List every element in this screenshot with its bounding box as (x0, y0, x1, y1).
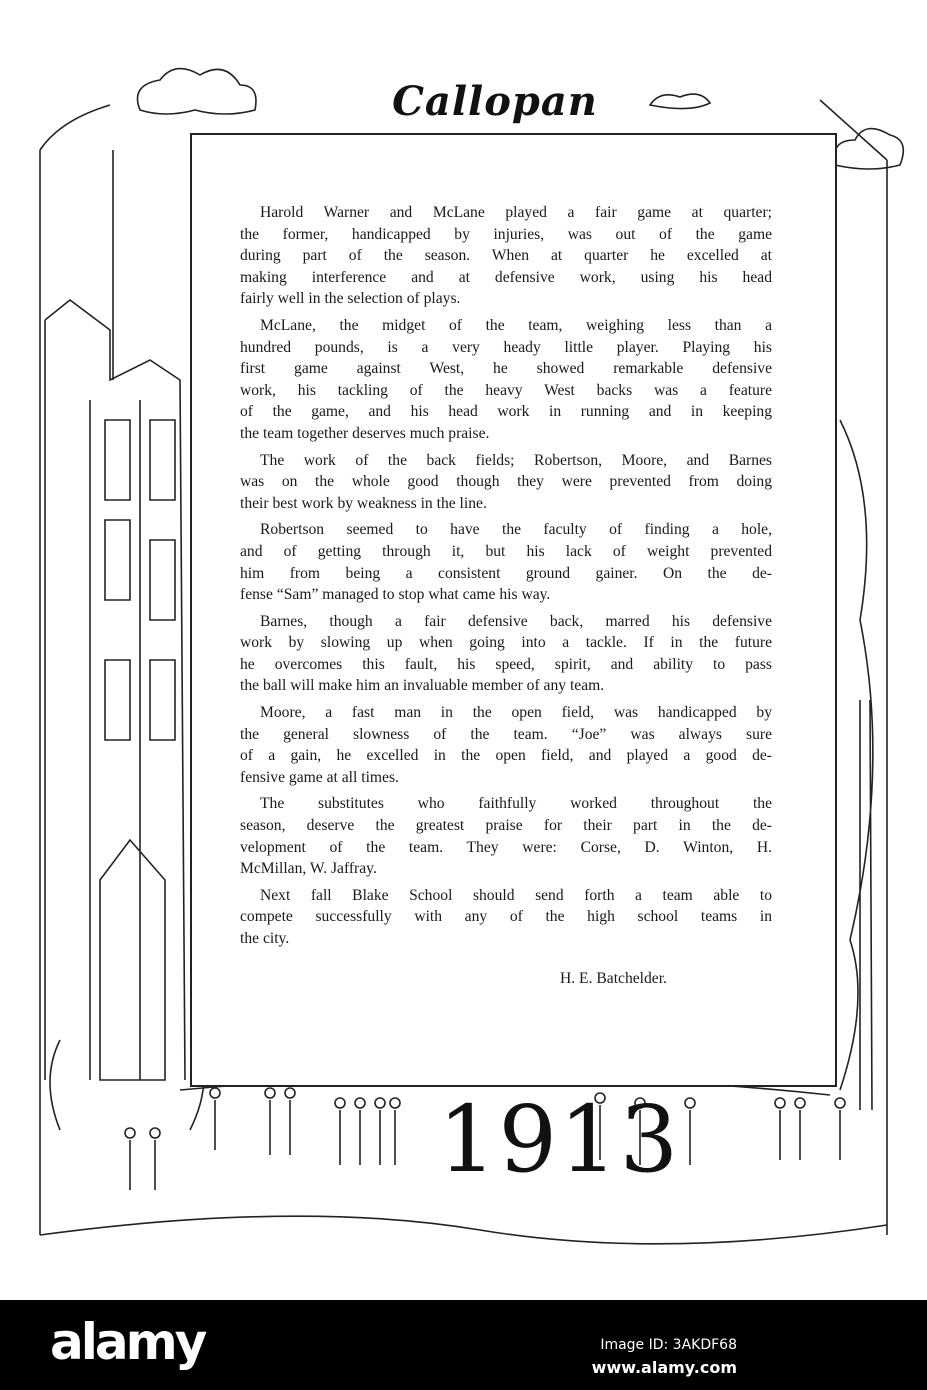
text-line: velopment of the team. They were: Corse, D. Winton, H. (240, 838, 772, 856)
text-line: during part of the season. When at quarter he excelled at (240, 247, 772, 265)
paragraph (240, 611, 772, 697)
text-line: work by slowing up when going into a tackle. If in the future (240, 634, 772, 652)
text-line: Moore, a fast man in the open field, was handicapped by (260, 704, 772, 722)
cloud-right (834, 129, 903, 169)
text-line: the general slowness of the team. “Joe” was always sure (240, 725, 772, 743)
text-line: of the game, and his head work in running and in keeping (240, 403, 772, 421)
site-url: www.alamy.com (591, 1358, 737, 1377)
paragraph (240, 793, 772, 879)
text-line: first game against West, he showed remarkable defensive (240, 360, 772, 378)
paragraph (240, 519, 772, 605)
page-title: Callopan (392, 78, 598, 125)
paragraph (240, 315, 772, 445)
text-line: Barnes, though a fair defensive back, marred his defensive (260, 612, 772, 630)
text-line: fensive game at all times. (240, 768, 399, 786)
text-line: the ball will make him an invaluable member of any team. (240, 677, 605, 695)
text-line: compete successfully with any of the high school teams in (240, 908, 772, 926)
paragraph (240, 885, 772, 950)
text-line: he overcomes this fault, his speed, spirit, and ability to pass (240, 655, 772, 673)
year-label: 1913 (438, 1086, 681, 1193)
alamy-logo: alamy (50, 1313, 205, 1371)
text-line: hundred pounds, is a very heady little player. Playing his (240, 338, 772, 356)
paragraph (240, 450, 772, 515)
school-building (45, 300, 185, 1080)
paragraphs (240, 202, 772, 950)
text-line: was on the whole good though they were prevented from doing (240, 473, 772, 491)
text-line: the team together deserves much praise. (240, 424, 490, 442)
text-line: McLane, the midget of the team, weighing less than a (260, 316, 772, 334)
text-line: Harold Warner and McLane played a fair game at quarter; (260, 204, 772, 221)
text-line: work, his tackling of the heavy West backs was a feature (240, 381, 772, 399)
image-id: Image ID: 3AKDF68 (600, 1337, 737, 1353)
cloud-left (138, 69, 257, 114)
text-line: Next fall Blake School should send forth a team able to (260, 886, 772, 904)
cloud-right-small (650, 94, 710, 108)
watermark-bar (0, 1300, 927, 1390)
text-line: Robertson seemed to have the faculty of finding a hole, (260, 521, 772, 539)
tree-right (840, 420, 873, 1110)
text-line: of a gain, he excelled in the open field, and played a good de- (240, 747, 772, 765)
text-line: The work of the back fields; Robertson, Moore, and Barnes (260, 451, 772, 469)
author-signature: H. E. Batchelder. (560, 969, 667, 987)
paragraph (240, 202, 772, 310)
text-line: McMillan, W. Jaffray. (240, 860, 377, 878)
article-body (240, 202, 772, 989)
text-line: him from being a consistent ground gainer. On the de- (240, 564, 772, 582)
text-line: making interference and at defensive work, using his head (240, 268, 772, 286)
text-line: fairly well in the selection of plays. (240, 290, 461, 308)
text-line: the city. (240, 930, 290, 947)
text-line: and of getting through it, but his lack of weight prevented (240, 542, 772, 560)
text-line: The substitutes who faithfully worked throughout the (260, 795, 772, 813)
text-line: their best work by weakness in the line. (240, 494, 487, 512)
shrubs (50, 1040, 204, 1130)
text-line: fense “Sam” managed to stop what came his way. (240, 586, 551, 604)
text-line: the former, handicapped by injuries, was out of the game (240, 225, 772, 243)
paragraph (240, 702, 772, 788)
text-line: season, deserve the greatest praise for their part in the de- (240, 817, 772, 835)
